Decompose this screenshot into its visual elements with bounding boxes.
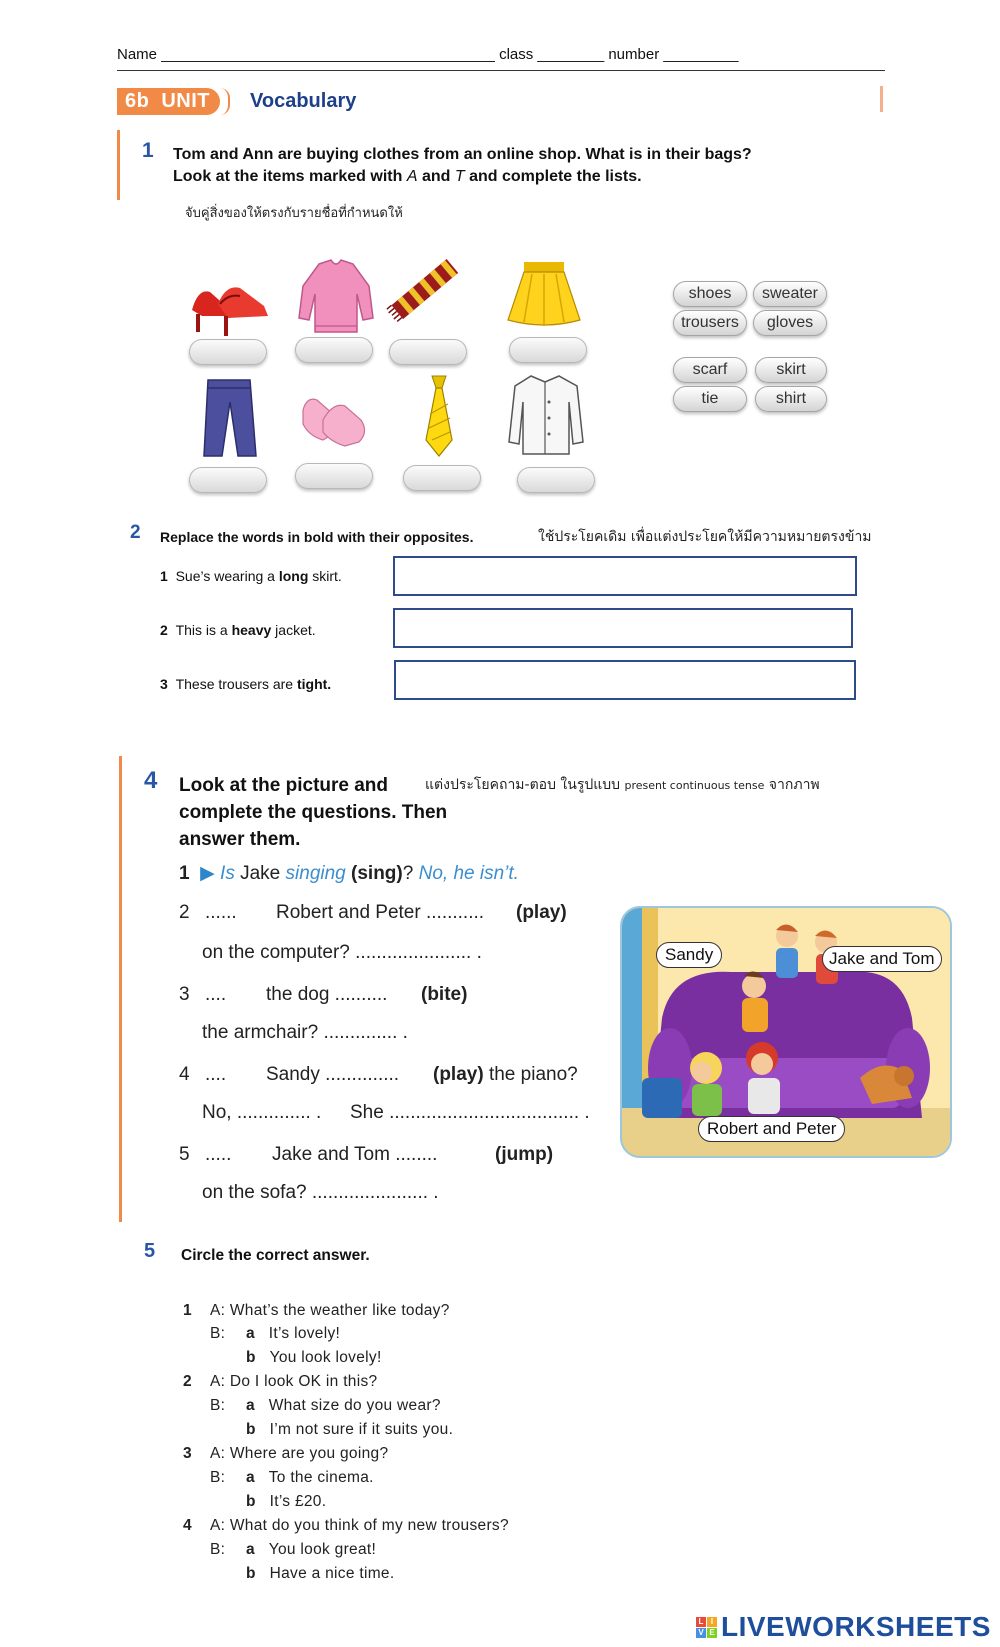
logo-letter: I — [707, 1617, 717, 1627]
marker-t: T — [454, 168, 465, 185]
gloves-picture — [293, 380, 379, 464]
section1-instruction — [173, 144, 853, 188]
s5-b-label: B: — [210, 1325, 226, 1342]
section1-instruction-line1: Tom and Ann are buying clothes from an online shop. What is in their bags? — [173, 146, 752, 163]
q2-verb: (play) — [516, 902, 567, 923]
q4-blank[interactable]: .... — [205, 1064, 227, 1085]
s5-b-label: B: — [210, 1541, 226, 1558]
s5-item1-option-b[interactable] — [246, 1349, 382, 1367]
item-post: jacket. — [271, 622, 316, 638]
word-chip-trousers[interactable]: trousers — [673, 310, 747, 336]
instr-pre: Look at the items marked with — [173, 168, 407, 185]
section4-thai — [425, 774, 820, 796]
answer-box-1[interactable] — [393, 556, 857, 596]
option-text: I’m not sure if it suits you. — [269, 1421, 454, 1438]
label-jake-and-tom: Jake and Tom — [822, 946, 942, 972]
q4-verb: (play) — [433, 1064, 484, 1085]
example-verb: singing — [285, 863, 346, 884]
item-number: 2 — [160, 622, 168, 638]
class-blank[interactable]: ________ — [537, 46, 605, 63]
s5-item1-question: A: What’s the weather like today? — [210, 1302, 450, 1319]
section1-number: 1 — [142, 139, 154, 162]
s5-b-label: B: — [210, 1397, 226, 1414]
header-divider — [117, 70, 885, 71]
q4-verb-line — [433, 1064, 578, 1086]
example-answer: No, he isn’t. — [418, 863, 519, 884]
section4-example: 1 ▶ Is Jake singing (sing)? No, he isn’t. — [179, 863, 519, 884]
answer-slot-6[interactable] — [295, 463, 373, 489]
section2-instruction: Replace the words in bold with their opposites. — [160, 529, 474, 545]
option-text: To the cinema. — [268, 1469, 374, 1486]
item-bold: heavy — [231, 622, 272, 638]
section4-number: 4 — [144, 767, 158, 794]
option-text: It’s £20. — [269, 1493, 327, 1510]
living-room-picture — [620, 906, 952, 1158]
thai-main: แต่งประโยคถาม-ตอบ ในรูปแบบ — [425, 777, 625, 793]
item-number: 3 — [160, 676, 168, 692]
option-text: Have a nice time. — [269, 1565, 395, 1582]
answer-slot-5[interactable] — [189, 467, 267, 493]
answer-slot-8[interactable] — [517, 467, 595, 493]
s5-item2-number — [183, 1373, 192, 1391]
label-sandy: Sandy — [656, 942, 722, 968]
section1-thai: จับคู่สิ่งของให้ตรงกับรายชื่อที่กำหนดให้ — [185, 206, 403, 221]
q5-line2[interactable]: on the sofa? ...................... . — [202, 1182, 439, 1203]
scarf-picture — [383, 248, 469, 332]
letter-a: a — [246, 1397, 255, 1414]
option-text: What size do you wear? — [268, 1397, 441, 1414]
logo-text: LIVEWORKSHEETS — [721, 1611, 991, 1642]
q3-subject: the dog .......... — [266, 984, 388, 1005]
shoes-picture — [188, 258, 274, 342]
s5-item3-option-b[interactable] — [246, 1493, 326, 1511]
section2-item-3 — [160, 676, 331, 692]
answer-slot-1[interactable] — [189, 339, 267, 365]
q3-number: 3 — [179, 984, 190, 1005]
logo-letter: V — [696, 1628, 706, 1638]
s5-item4-option-b[interactable] — [246, 1565, 394, 1583]
instr-line3: answer them. — [179, 829, 301, 850]
answer-slot-7[interactable] — [403, 465, 481, 491]
tie-picture — [396, 374, 482, 458]
s5-item3-option-a[interactable] — [246, 1469, 374, 1487]
label-robert-and-peter: Robert and Peter — [698, 1116, 845, 1142]
q4-line2b[interactable]: She .................................... . — [350, 1102, 590, 1123]
instr-line1: Look at the picture and — [179, 775, 389, 796]
num: 3 — [183, 1445, 192, 1462]
s5-item1-option-a[interactable] — [246, 1325, 340, 1343]
skirt-picture — [502, 258, 588, 342]
instr-post: and complete the lists. — [464, 168, 642, 185]
q4-line2a[interactable]: No, .............. . — [202, 1102, 322, 1123]
unit-title: Vocabulary — [250, 89, 357, 112]
word-chip-shirt[interactable]: shirt — [755, 386, 827, 412]
unit-tag — [117, 88, 220, 115]
s5-item3-number — [183, 1445, 192, 1463]
answer-box-2[interactable] — [393, 608, 853, 648]
word-chip-sweater[interactable]: sweater — [753, 281, 827, 307]
s5-b-label: B: — [210, 1469, 226, 1486]
example-number: 1 — [179, 863, 190, 884]
word-chip-skirt[interactable]: skirt — [755, 357, 827, 383]
s5-item2-option-a[interactable] — [246, 1397, 441, 1415]
instr-and: and — [417, 168, 455, 185]
word-chip-gloves[interactable]: gloves — [753, 310, 827, 336]
q4-verb-rest: the piano? — [483, 1064, 578, 1085]
q3-line2[interactable]: the armchair? .............. . — [202, 1022, 408, 1043]
item-number: 1 — [160, 568, 168, 584]
letter-b: b — [246, 1565, 256, 1582]
letter-b: b — [246, 1349, 256, 1366]
section5-instruction: Circle the correct answer. — [181, 1247, 370, 1264]
s5-item4-option-a[interactable] — [246, 1541, 376, 1559]
option-text: You look lovely! — [269, 1349, 382, 1366]
q5-blank[interactable]: ..... — [205, 1144, 232, 1165]
thai-end: จากภาพ — [764, 777, 820, 793]
q4-number: 4 — [179, 1064, 190, 1085]
sweater-picture — [293, 256, 379, 340]
logo-letter: L — [696, 1617, 706, 1627]
example-is: Is — [220, 863, 235, 884]
marker-a: A — [406, 168, 418, 185]
liveworksheets-logo — [696, 1611, 991, 1643]
letter-a: a — [246, 1469, 255, 1486]
header-line — [117, 46, 738, 63]
name-blank[interactable]: ________________________________________ — [161, 46, 495, 63]
number-blank[interactable]: _________ — [663, 46, 739, 63]
section2-thai: ใช้ประโยคเดิม เพื่อแต่งประโยคให้มีความหมายตรงข้าม — [538, 529, 872, 545]
s5-item2-option-b[interactable] — [246, 1421, 453, 1439]
logo-letter: E — [707, 1628, 717, 1638]
word-chip-tie[interactable]: tie — [673, 386, 747, 412]
trousers-picture — [188, 376, 274, 460]
num: 4 — [183, 1517, 192, 1534]
item-post: skirt. — [308, 568, 342, 584]
q5-number: 5 — [179, 1144, 190, 1165]
name-label: Name — [117, 46, 158, 63]
answer-slot-4[interactable] — [509, 337, 587, 363]
num: 1 — [183, 1302, 192, 1319]
item-bold: long — [278, 568, 309, 584]
q3-verb: (bite) — [421, 984, 468, 1005]
example-subject: Jake — [240, 863, 281, 884]
q2-subject: Robert and Peter ........... — [276, 902, 485, 923]
shirt-picture — [503, 372, 589, 456]
section2-item-2 — [160, 622, 316, 638]
item-pre: Sue’s wearing a — [175, 568, 279, 584]
thai-small: present continuous tense — [624, 779, 765, 792]
q3-blank[interactable]: .... — [205, 984, 227, 1005]
item-bold: tight. — [296, 676, 332, 692]
q2-line2[interactable]: on the computer? ...................... . — [202, 942, 482, 963]
section2-item-1 — [160, 568, 342, 584]
item-pre: This is a — [175, 622, 232, 638]
s5-item1-number — [183, 1302, 192, 1320]
s5-item4-question: A: What do you think of my new trousers? — [210, 1517, 509, 1534]
s5-item3-question: A: Where are you going? — [210, 1445, 389, 1462]
instr-line2: complete the questions. Then — [179, 802, 448, 823]
item-pre: These trousers are — [175, 676, 297, 692]
section1-margin-bar — [117, 130, 120, 200]
q4-subject: Sandy .............. — [266, 1064, 400, 1085]
section4-margin-bar — [119, 756, 122, 1222]
q5-subject: Jake and Tom ........ — [272, 1144, 438, 1165]
letter-b: b — [246, 1493, 256, 1510]
section2-number: 2 — [130, 522, 141, 543]
num: 2 — [183, 1373, 192, 1390]
section1-instruction-line2 — [173, 166, 853, 188]
s5-item4-number — [183, 1517, 192, 1535]
letter-b: b — [246, 1421, 256, 1438]
letter-a: a — [246, 1541, 255, 1558]
q2-blank[interactable]: ...... — [205, 902, 237, 923]
play-triangle-icon: ▶ — [200, 863, 215, 884]
answer-box-3[interactable] — [394, 660, 856, 700]
q2-number: 2 — [179, 902, 190, 923]
option-text: You look great! — [268, 1541, 377, 1558]
option-text: It’s lovely! — [268, 1325, 341, 1342]
example-base: (sing) — [351, 863, 403, 884]
s5-item2-question: A: Do I look OK in this? — [210, 1373, 378, 1390]
unit-number: 6b — [125, 89, 150, 112]
answer-slot-3[interactable] — [389, 339, 467, 365]
q5-verb: (jump) — [495, 1144, 554, 1165]
letter-a: a — [246, 1325, 255, 1342]
section5-number: 5 — [144, 1240, 156, 1262]
logo-grid-icon — [696, 1617, 717, 1638]
number-label: number — [608, 46, 660, 63]
section4-instruction — [179, 772, 447, 853]
unit-label: UNIT — [161, 89, 211, 112]
class-label: class — [499, 46, 534, 63]
word-chip-shoes[interactable]: shoes — [673, 281, 747, 307]
word-chip-scarf[interactable]: scarf — [673, 357, 747, 383]
banner-edge — [880, 86, 883, 112]
unit-banner — [117, 86, 356, 116]
answer-slot-2[interactable] — [295, 337, 373, 363]
